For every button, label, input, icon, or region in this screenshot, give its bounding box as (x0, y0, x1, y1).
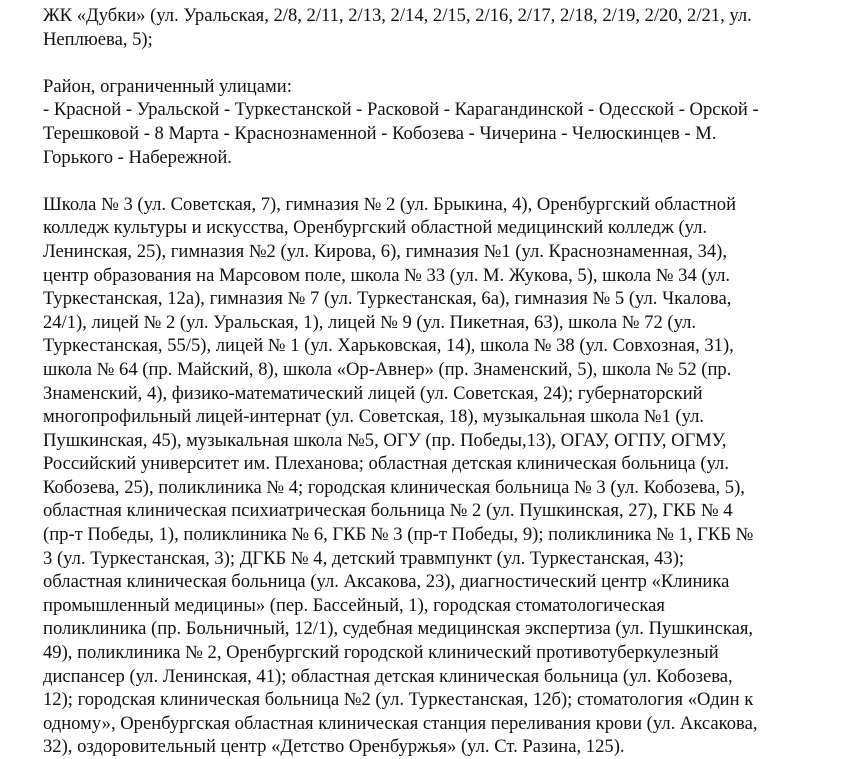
text-line: поликлиника (пр. Больничный, 12/1), судебная медицинская экспертиза (ул. Пушкинская, (43, 618, 754, 640)
text-line: Пушкинская, 45), музыкальная школа №5, ОГУ (пр. Победы,13), ОГАУ, ОГПУ, ОГМУ, (43, 429, 727, 451)
text-line: - Красной - Уральской - Туркестанской - Расковой - Карагандинской - Одесской - Орской - (43, 99, 759, 121)
document-body (43, 4, 833, 759)
text-line: Школа № 3 (ул. Советская, 7), гимназия № 2 (ул. Брыкина, 4), Оренбургский областной (43, 193, 737, 215)
text-line: 32), оздоровительный центр «Детство Оренбуржья» (ул. Ст. Разина, 125). (43, 736, 625, 758)
text-line: (пр-т Победы, 1), поликлиника № 6, ГКБ № 3 (пр-т Победы, 9); поликлиника № 1, ГКБ № (43, 524, 754, 546)
text-line: многопрофильный лицей-интернат (ул. Советская, 18), музыкальная школа №1 (ул. (43, 406, 705, 428)
paragraph-gap (43, 51, 833, 75)
text-line: Горького - Набережной. (43, 146, 232, 168)
text-line: Знаменский, 4), физико-математический лицей (ул. Советская, 24); губернаторский (43, 382, 703, 404)
text-line: промышленный медицины» (пер. Бассейный, 1), городская стоматологическая (43, 594, 665, 616)
text-line: областная клиническая больница (ул. Аксакова, 23), диагностический центр «Клиника (43, 571, 730, 593)
text-line: Терешковой - 8 Марта - Краснознаменной - Кобозева - Чичерина - Челюскинцев - М. (43, 122, 717, 144)
text-line: диспансер (ул. Ленинская, 41); областная детская клиническая больница (ул. Кобозева, (43, 665, 733, 687)
text-line: одному», Оренбургская областная клиническая станция переливания крови (ул. Аксакова, (43, 712, 758, 734)
text-line: 3 (ул. Туркестанская, 3); ДГКБ № 4, детский травмпункт (ул. Туркестанская, 43); (43, 547, 685, 569)
text-line: 12); городская клиническая больница №2 (ул. Туркестанская, 12б); стоматология «Один к (43, 689, 754, 711)
text-line: областная клиническая психиатрическая больница № 2 (ул. Пушкинская, 27), ГКБ № 4 (43, 500, 733, 522)
text-line: Туркестанская, 55/5), лицей № 1 (ул. Харьковская, 14), школа № 38 (ул. Совхозная, 31), (43, 335, 734, 357)
text-line: центр образования на Марсовом поле, школа № 33 (ул. М. Жукова, 5), школа № 34 (ул. (43, 264, 731, 286)
text-line: 49), поликлиника № 2, Оренбургский городской клинический противотуберкулезный (43, 642, 719, 664)
text-line: Ленинская, 25), гимназия №2 (ул. Кирова, 6), гимназия №1 (ул. Краснознаменная, 34), (43, 240, 728, 262)
text-line: Кобозева, 25), поликлиника № 4; городская клиническая больница № 3 (ул. Кобозева, 5), (43, 476, 745, 498)
text-line: колледж культуры и искусства, Оренбургский областной медицинский колледж (ул. (43, 217, 708, 239)
text-line: школа № 64 (пр. Майский, 8), школа «Ор-Авнер» (пр. Знаменский, 5), школа № 52 (пр. (43, 358, 732, 380)
text-line: ЖК «Дубки» (ул. Уральская, 2/8, 2/11, 2/13, 2/14, 2/15, 2/16, 2/17, 2/18, 2/19, 2/20, 2/21, ул. (43, 5, 752, 26)
institutions-paragraph (43, 193, 833, 759)
text-line: Российский университет им. Плеханова; областная детская клиническая больница (ул. (43, 453, 729, 475)
paragraph-gap (43, 169, 833, 193)
housing-complex-paragraph (43, 4, 833, 51)
district-boundary-paragraph (43, 75, 833, 169)
text-line: Неплюева, 5); (43, 28, 153, 50)
text-line: Туркестанская, 12а), гимназия № 7 (ул. Туркестанская, 6а), гимназия № 5 (ул. Чкалова, (43, 288, 732, 310)
text-line: Район, ограниченный улицами: (43, 75, 292, 97)
text-line: 24/1), лицей № 2 (ул. Уральская, 1), лицей № 9 (ул. Пикетная, 63), школа № 72 (ул. (43, 311, 696, 333)
